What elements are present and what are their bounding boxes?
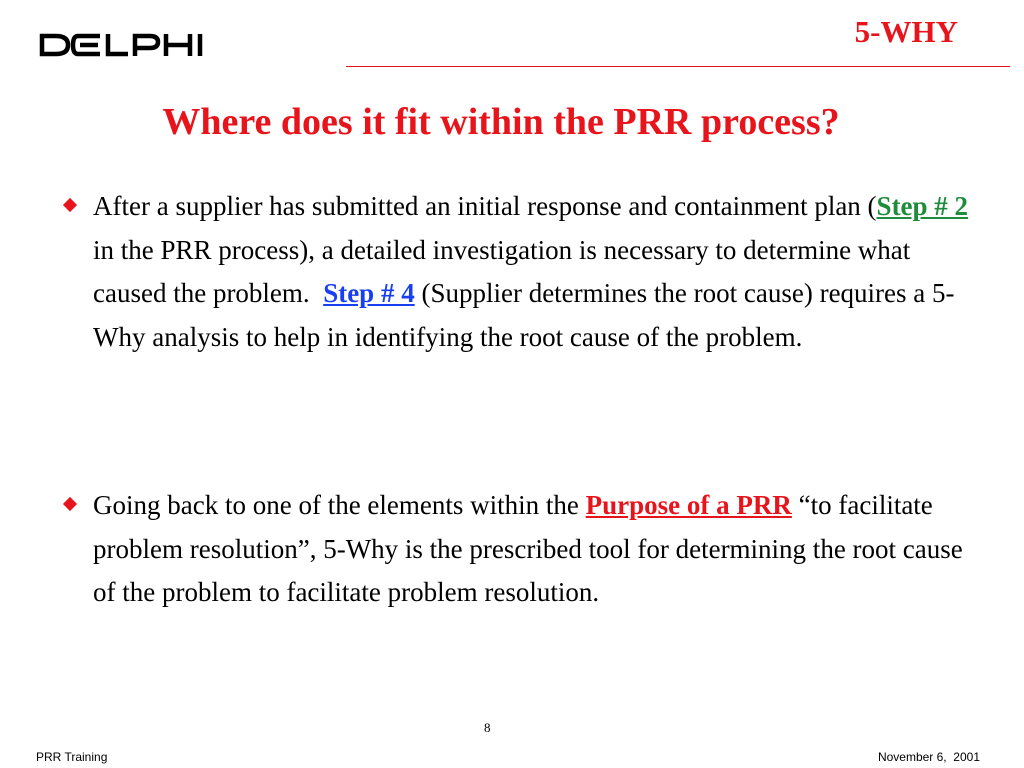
- footer-course-title: PRR Training: [36, 750, 108, 764]
- step-2-highlight: Step # 2: [876, 191, 969, 221]
- header-divider: [346, 66, 1010, 67]
- purpose-of-prr-highlight: Purpose of a PRR: [585, 490, 792, 520]
- text-segment: in the PRR process), a detailed investigation is necessary to determine what caused the problem.: [93, 191, 975, 308]
- bullet-item: [93, 185, 983, 359]
- text-segment: After a supplier has submitted an initial response and containment plan (: [93, 191, 877, 221]
- section-tag: 5-WHY: [854, 14, 958, 49]
- delphi-logo: [38, 32, 228, 58]
- text-segment: “to facilitate problem resolution”, 5-Why is the prescribed tool for determining the root cause of the problem to facilitate problem resolution.: [93, 490, 963, 607]
- bullet-item: [93, 484, 983, 615]
- diamond-bullet-icon: [63, 497, 77, 511]
- footer-date: November 6, 2001: [877, 750, 980, 764]
- bullet-text: [93, 191, 975, 352]
- slide-title: Where does it fit within the PRR process?: [162, 101, 840, 143]
- diamond-bullet-icon: [63, 198, 77, 212]
- step-4-highlight: Step # 4: [323, 278, 415, 308]
- text-segment: (Supplier determines the root cause) requires a 5-Why analysis to help in identifying the root cause of the problem.: [93, 278, 955, 352]
- page-number: 8: [484, 720, 491, 735]
- text-segment: Going back to one of the elements within the: [93, 490, 586, 520]
- bullet-text: [93, 490, 963, 607]
